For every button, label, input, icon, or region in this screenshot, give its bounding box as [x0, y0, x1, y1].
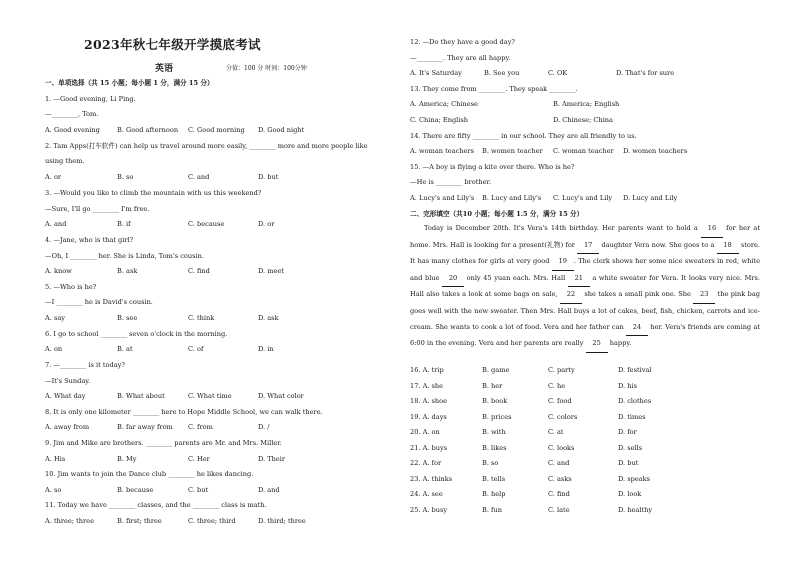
option: B. at: [117, 345, 133, 353]
option: D. What color: [258, 392, 304, 400]
option: C. from: [188, 423, 213, 431]
option: C. he: [548, 382, 566, 390]
option: D. Chinese; China: [553, 116, 613, 124]
option: 23. A. thinks: [410, 475, 453, 483]
passage-text: she takes a small pink one. She: [581, 290, 694, 299]
option: A. so: [45, 486, 62, 494]
option: C. What time: [188, 392, 232, 400]
option: B. tells: [482, 475, 506, 483]
cloze-passage: [410, 221, 760, 353]
option: C. Lucy's and Lily: [553, 194, 613, 202]
option: D. Lucy and Lily: [623, 194, 678, 202]
option: A. on: [45, 345, 63, 353]
section-heading-choice: 一、单项选择（共 15 小题；每小题 1 分，满分 15 分）: [45, 79, 214, 87]
option: 25. A. busy: [410, 506, 448, 514]
option: C. think: [188, 314, 215, 322]
question-line: 9. Jim and Mike are brothers. ________ parents are Mr. and Mrs. Miller.: [45, 439, 282, 447]
question-line: 12. —Do they have a good day?: [410, 38, 515, 46]
option: D. healthy: [618, 506, 653, 514]
option: B. so: [117, 173, 134, 181]
question-line: —It's Sunday.: [45, 377, 91, 385]
option: B. game: [482, 366, 510, 374]
option: D. in: [258, 345, 274, 353]
option: C. woman teacher: [553, 147, 614, 155]
option: D. That's for sure: [616, 69, 675, 77]
option: C. colors: [548, 413, 578, 421]
question-line: 10. Jim wants to join the Dance club ________ he likes dancing.: [45, 470, 254, 478]
option: 21. A. buys: [410, 444, 448, 452]
question-line: 14. There are fifty ________ in our school. They are all friendly to us.: [410, 132, 637, 140]
question-line: 3. —Would you like to climb the mountain with us this weekend?: [45, 189, 262, 197]
option: 20. A. on: [410, 428, 440, 436]
option: C. looks: [548, 444, 575, 452]
option: B. first; three: [117, 517, 162, 525]
option: B. far away from: [117, 423, 173, 431]
question-line: 8. It is only one kilometer ________ here to Hope Middle School, we can walk there.: [45, 408, 323, 416]
option: A. know: [45, 267, 72, 275]
option: B. What about: [117, 392, 165, 400]
option: B. women teacher: [482, 147, 543, 155]
option: C. because: [188, 220, 225, 228]
question-line: 1. —Good evening, Li Ping.: [45, 95, 136, 103]
option: D. but: [618, 459, 639, 467]
question-line: 15. —A boy is flying a kite over there. Who is he?: [410, 163, 575, 171]
option: A. His: [45, 455, 66, 463]
option: D. for: [618, 428, 637, 436]
question-line: —He is ________ brother.: [410, 178, 492, 186]
option: C. China; English: [410, 116, 469, 124]
option: C. late: [548, 506, 570, 514]
question-line: 2. Tam Apps(打车软件) can help us travel around more easily, ________ more and more people like: [45, 142, 368, 150]
blank-20: 20: [442, 271, 464, 288]
option: C. of: [188, 345, 204, 353]
option: D. clothes: [618, 397, 652, 405]
option: D. and: [258, 486, 280, 494]
option: A. Good evening: [45, 126, 100, 134]
blank-17: 17: [577, 238, 599, 255]
passage-text: store. It has many clothes for girls at very good: [410, 240, 760, 266]
blank-18: 18: [717, 238, 739, 255]
option: D. /: [258, 423, 270, 431]
exam-title: 2023年秋七年级开学摸底考试: [84, 37, 261, 52]
option: D. but: [258, 173, 279, 181]
option: B. so: [482, 459, 499, 467]
option: A. say: [45, 314, 65, 322]
option: C. three; third: [188, 517, 236, 525]
question-line: 13. They come from ________. They speak ________.: [410, 85, 578, 93]
option: 19. A. days: [410, 413, 447, 421]
question-line: —________. They are all happy.: [410, 54, 511, 62]
option: B. help: [482, 490, 506, 498]
blank-22: 22: [560, 287, 582, 304]
option: A. three; three: [45, 517, 94, 525]
blank-16: 16: [701, 221, 723, 238]
blank-24: 24: [626, 320, 648, 337]
option: D. sells: [618, 444, 643, 452]
option: D. festival: [618, 366, 652, 374]
option: A. and: [45, 220, 67, 228]
blank-23: 23: [693, 287, 715, 304]
option: D. ask: [258, 314, 279, 322]
option: A. away from: [45, 423, 90, 431]
passage-text: her. Vera's friends are coming at 6:00 in the evening. Vera and her parents are really: [410, 322, 760, 348]
passage-text: Today is December 20th. It's Vera's 14th birthday. Her parents want to hold a: [424, 224, 701, 232]
option: A. What day: [45, 392, 86, 400]
option: A. or: [45, 173, 62, 181]
option: D. look: [618, 490, 642, 498]
option: B. book: [482, 397, 508, 405]
blank-21: 21: [568, 271, 590, 288]
option: D. times: [618, 413, 646, 421]
option: B. with: [482, 428, 506, 436]
option: B. if: [117, 220, 131, 228]
option: B. fun: [482, 506, 502, 514]
subject-label: 英语: [155, 64, 174, 74]
blank-19: 19: [552, 254, 574, 271]
option: D. Good night: [258, 126, 305, 134]
section-heading-cloze: 二、完形填空（共10 小题；每小题 1.5 分，满分 15 分）: [410, 210, 584, 218]
option: D. meet: [258, 267, 284, 275]
exam-meta: 分值：100 分 时间：100分钟: [226, 65, 307, 72]
passage-text: . The clerk shows her some nice sweaters in red, white and blue: [410, 257, 760, 282]
option: D. Their: [258, 455, 286, 463]
option: C. at: [548, 428, 564, 436]
option: C. Her: [188, 455, 210, 463]
option: C. find: [188, 267, 210, 275]
option: C. Good morning: [188, 126, 245, 134]
option: B. Lucy and Lily's: [482, 194, 542, 202]
option: C. but: [188, 486, 209, 494]
option: B. My: [117, 455, 137, 463]
question-line: —Oh, I ________ her. She is Linda, Tom's cousin.: [45, 252, 204, 260]
option: B. ask: [117, 267, 138, 275]
question-line: 6. I go to school ________ seven o'clock in the morning.: [45, 330, 228, 338]
option: C. party: [548, 366, 575, 374]
option: 22. A. for: [410, 459, 442, 467]
passage-text: for her at home. Mrs. Hall is looking for a present(礼物) for: [410, 224, 760, 249]
passage-text: the pink bag goes well with the new sweater. Then Mrs. Hall buys a lot of cakes, beef, fish, chicken, carrots and ice-cream. She wants to cook a lot of food. Vera and her father can: [410, 290, 760, 331]
question-line: —Sure, I'll go ________ I'm free.: [45, 205, 150, 213]
option: 24. A. see: [410, 490, 443, 498]
option: D. speaks: [618, 475, 651, 483]
option: B. Good afternoon: [117, 126, 179, 134]
option: C. food: [548, 397, 572, 405]
option: B. prices: [482, 413, 512, 421]
option: B. likes: [482, 444, 507, 452]
option: 18. A. shoe: [410, 397, 448, 405]
question-line: 7. —________ is it today?: [45, 361, 125, 369]
question-line: using them.: [45, 157, 85, 165]
passage-text: daughter Vera now. She goes to a: [599, 240, 717, 249]
option: 16. A. trip: [410, 366, 444, 374]
option: B. see: [117, 314, 138, 322]
option: A. Lucy's and Lily's: [410, 194, 475, 202]
option: D. or: [258, 220, 275, 228]
option: D. women teachers: [623, 147, 688, 155]
option: D. his: [618, 382, 637, 390]
option: B. America; English: [553, 100, 620, 108]
question-line: —________, Tom.: [45, 110, 99, 118]
passage-text: happy.: [607, 339, 632, 348]
option: C. find: [548, 490, 570, 498]
passage-text: only 45 yuan each. Mrs. Hall: [464, 273, 568, 282]
option: 17. A. she: [410, 382, 444, 390]
question-line: 5. —Who is he?: [45, 283, 97, 291]
option: B. See you: [484, 69, 520, 77]
option: C. and: [548, 459, 570, 467]
option: A. America; Chinese: [410, 100, 478, 108]
option: C. and: [188, 173, 210, 181]
blank-25: 25: [586, 336, 608, 353]
passage-text: a white sweater for Vera. It looks very nice. Mrs. Hall also takes a look at some bags on sale,: [410, 273, 760, 299]
question-line: 11. Today we have ________ classes, and the ________ class is math.: [45, 501, 267, 509]
option: A. It's Saturday: [410, 69, 462, 77]
question-line: —I ________ he is David's cousin.: [45, 298, 153, 306]
option: C. OK: [548, 69, 568, 77]
option: B. her: [482, 382, 503, 390]
option: A. woman teachers: [410, 147, 474, 155]
question-line: 4. —Jane, who is that girl?: [45, 236, 134, 244]
option: B. because: [117, 486, 154, 494]
option: C. asks: [548, 475, 572, 483]
option: D. third; three: [258, 517, 306, 525]
